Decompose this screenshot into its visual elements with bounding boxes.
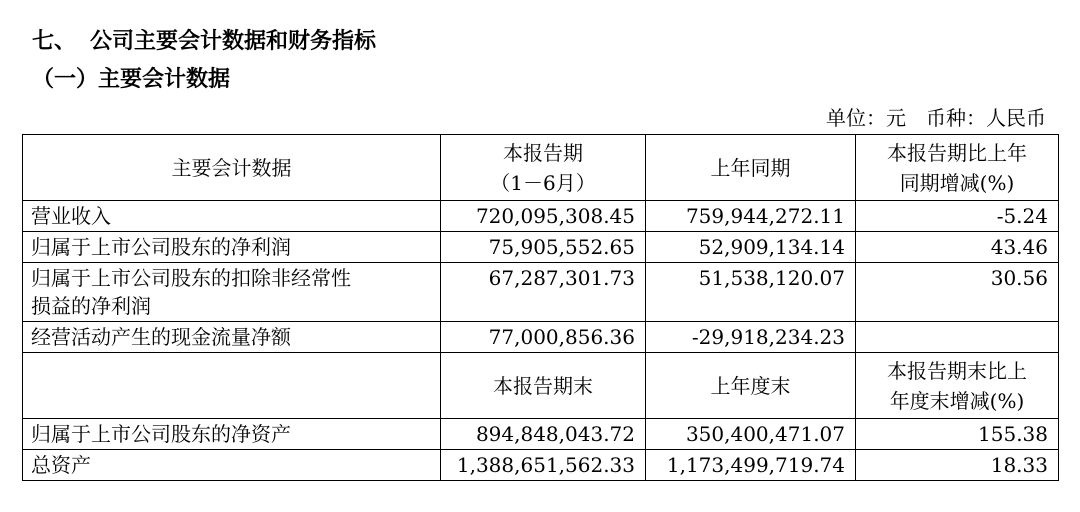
row-prior-value: -29,918,234.23	[646, 322, 856, 353]
row-change-value: 18.33	[856, 450, 1059, 481]
unit-currency-note: 单位：元 币种：人民币	[826, 106, 1046, 130]
row-label: 经营活动产生的现金流量净额	[23, 322, 441, 353]
section-heading	[32, 24, 376, 55]
row-label-line2: 损益的净利润	[31, 294, 151, 318]
row-label: 总资产	[23, 450, 441, 481]
table-row	[23, 419, 1059, 450]
row-current-value: 77,000,856.36	[441, 322, 646, 353]
row-label: 归属于上市公司股东的净利润	[23, 232, 441, 263]
section-number: 七、	[32, 29, 77, 54]
row-change-value	[856, 322, 1059, 353]
subheader-prior-year-end: 上年度末	[646, 353, 856, 419]
row-prior-value: 759,944,272.11	[646, 201, 856, 232]
row-change-value: 30.56	[856, 263, 1059, 322]
row-prior-value: 51,538,120.07	[646, 263, 856, 322]
row-prior-value: 1,173,499,719.74	[646, 450, 856, 481]
row-change-value: 43.46	[856, 232, 1059, 263]
row-prior-value: 350,400,471.07	[646, 419, 856, 450]
table-row	[23, 322, 1059, 353]
row-current-value: 894,848,043.72	[441, 419, 646, 450]
row-label	[23, 263, 441, 322]
row-current-value: 1,388,651,562.33	[441, 450, 646, 481]
table-row	[23, 263, 1059, 322]
subheader-change-pct-line2: 年度末增减(%)	[889, 388, 1025, 413]
header-main-data: 主要会计数据	[23, 135, 441, 201]
table-row	[23, 201, 1059, 232]
row-current-value: 67,287,301.73	[441, 263, 646, 322]
header-current-period	[441, 135, 646, 201]
row-change-value: -5.24	[856, 201, 1059, 232]
row-label-line1: 归属于上市公司股东的扣除非经常性	[31, 266, 351, 290]
table-row	[23, 450, 1059, 481]
subsection-heading: （一）主要会计数据	[32, 67, 231, 92]
section-title: 公司主要会计数据和财务指标	[90, 29, 377, 54]
header-change-pct-line1: 本报告期比上年	[887, 140, 1027, 165]
row-current-value: 720,095,308.45	[441, 201, 646, 232]
subheader-period-end: 本报告期末	[441, 353, 646, 419]
subheader-empty	[23, 353, 441, 419]
table-header-row	[23, 135, 1059, 201]
header-change-pct	[856, 135, 1059, 201]
header-prior-period: 上年同期	[646, 135, 856, 201]
subheader-change-pct	[856, 353, 1059, 419]
table-subheader-row	[23, 353, 1059, 419]
header-current-period-line1: 本报告期	[503, 140, 583, 165]
row-prior-value: 52,909,134.14	[646, 232, 856, 263]
row-change-value: 155.38	[856, 419, 1059, 450]
accounting-data-table	[22, 134, 1059, 481]
row-current-value: 75,905,552.65	[441, 232, 646, 263]
header-change-pct-line2: 同期增减(%)	[899, 170, 1015, 195]
row-label: 营业收入	[23, 201, 441, 232]
subheader-change-pct-line1: 本报告期末比上	[887, 358, 1027, 383]
table-row	[23, 232, 1059, 263]
row-label: 归属于上市公司股东的净资产	[23, 419, 441, 450]
header-current-period-line2: （1－6月）	[490, 170, 596, 195]
